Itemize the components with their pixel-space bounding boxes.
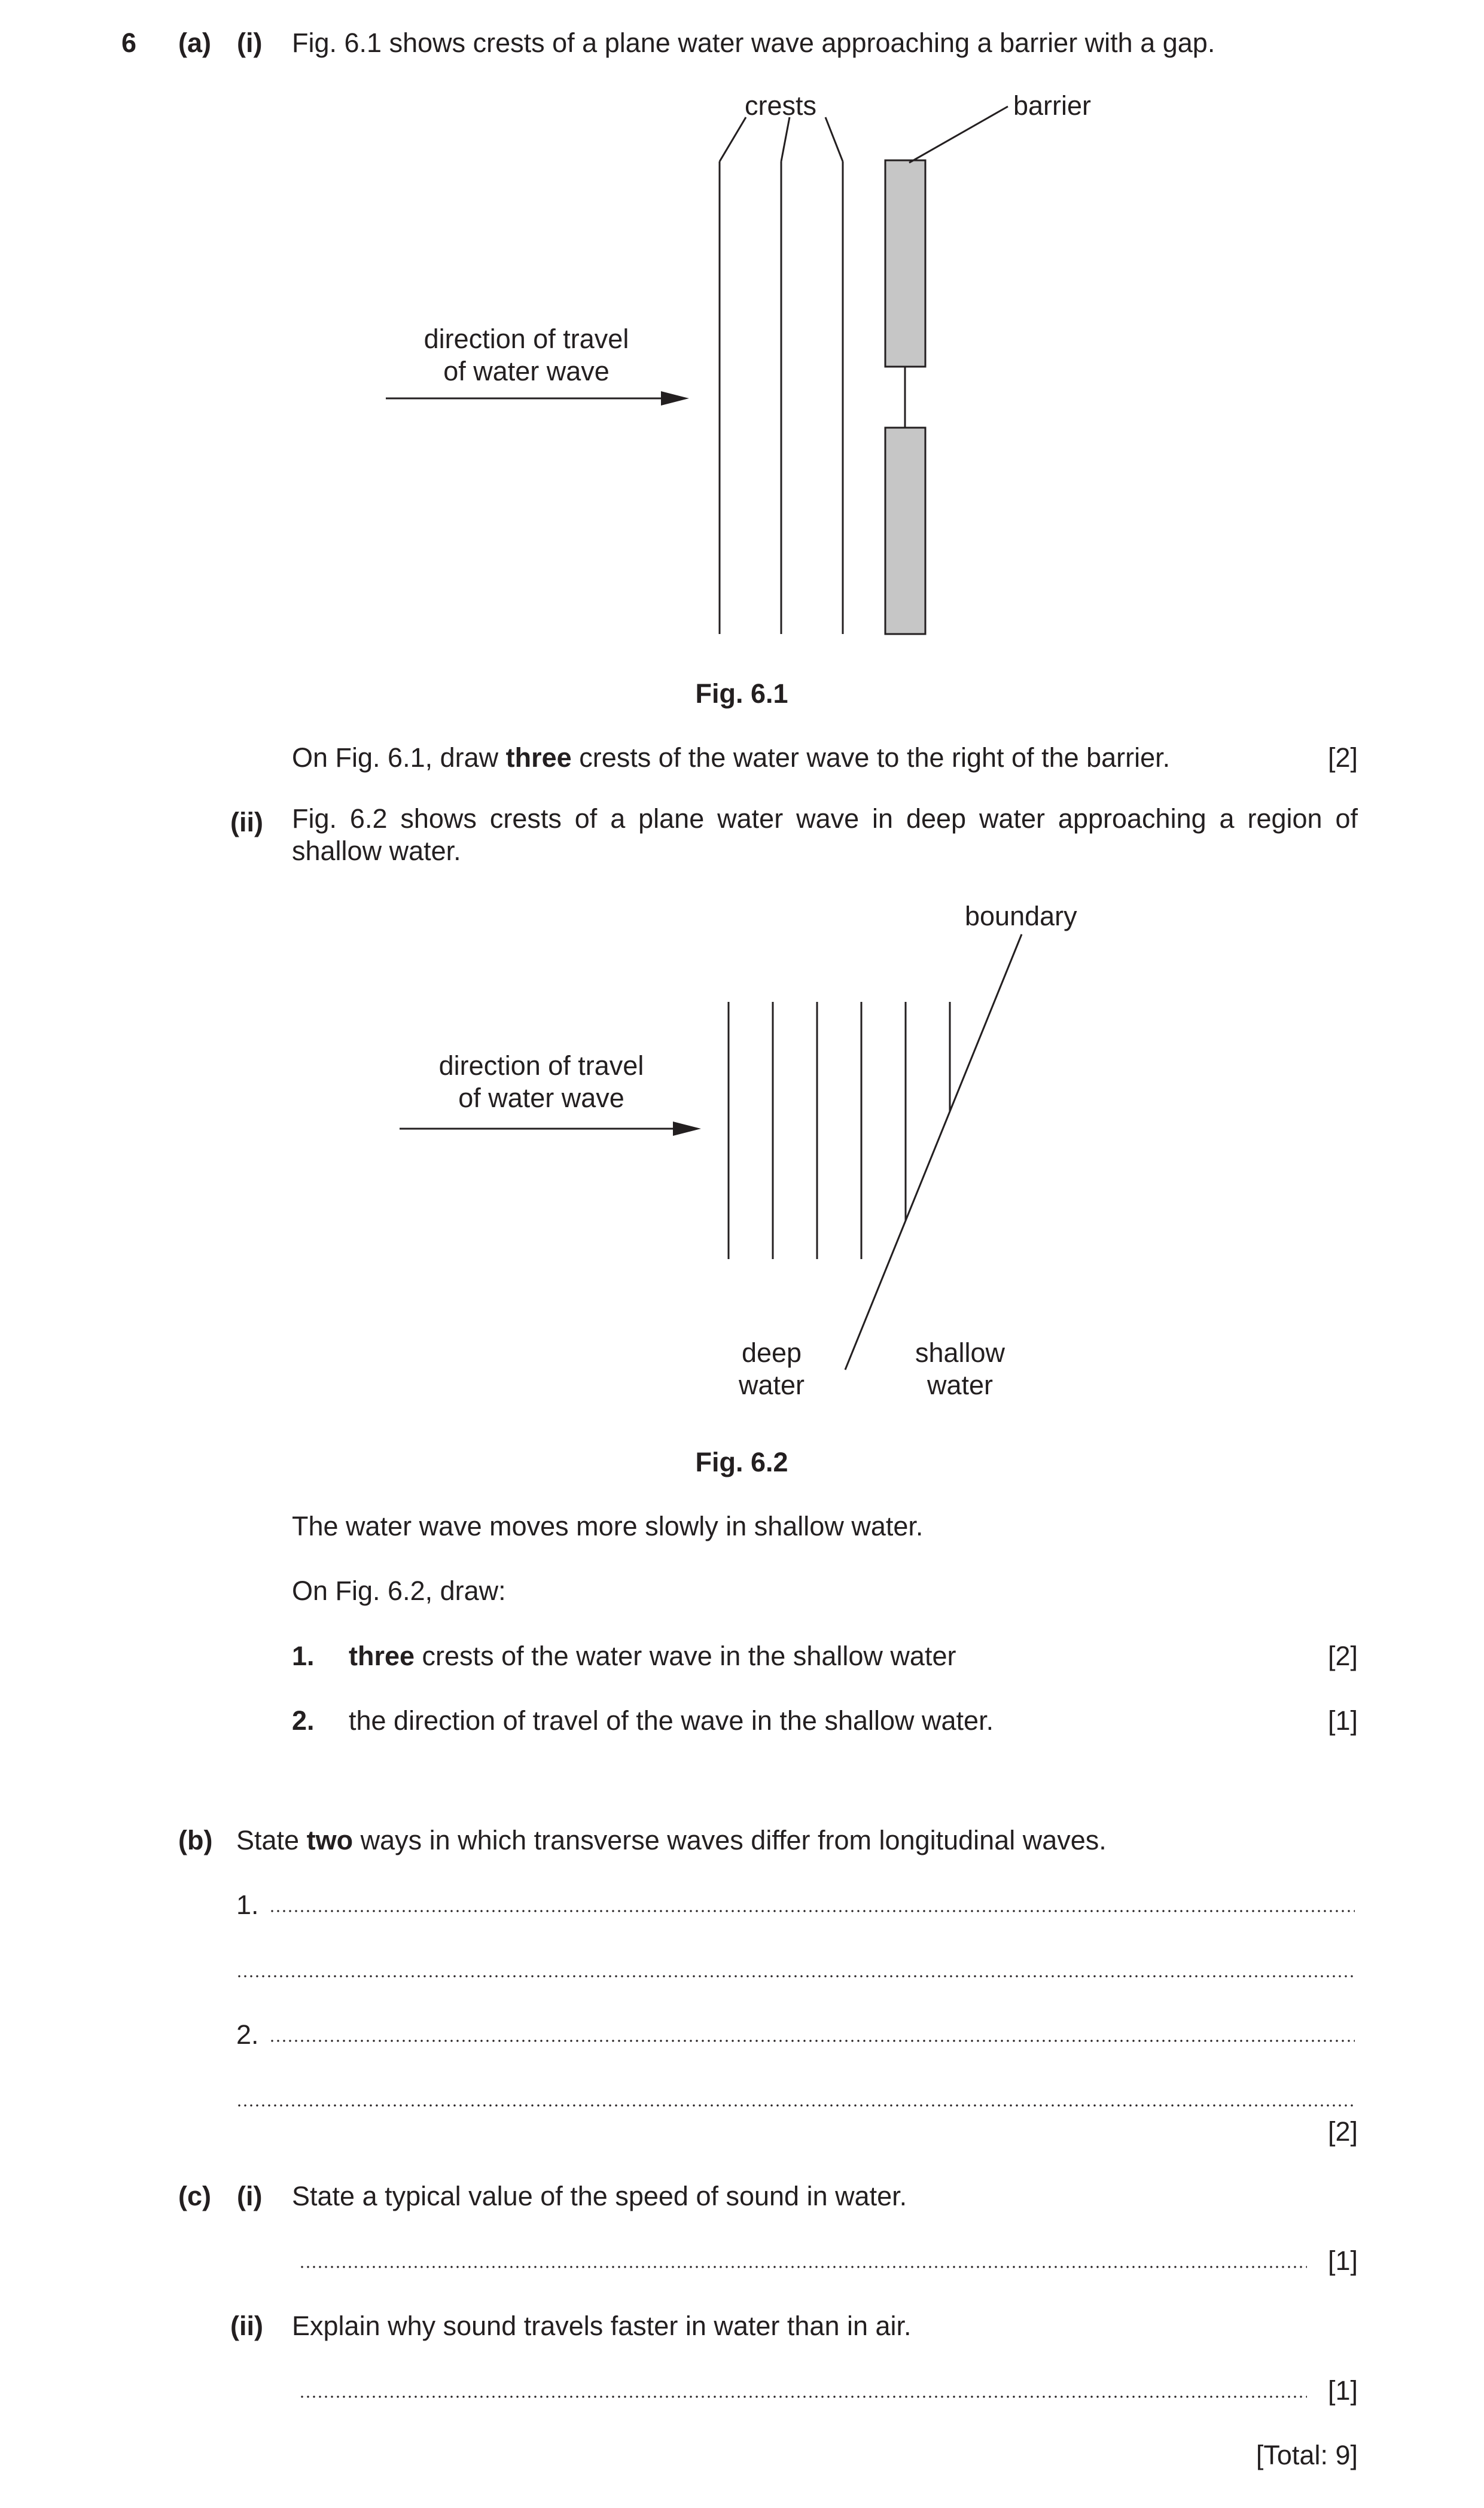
part-c-label: (c) — [178, 2181, 211, 2211]
label-deep-water — [682, 1337, 861, 1401]
part-c-ii-answer-line[interactable] — [299, 2396, 1307, 2398]
item-1-number: 1. — [292, 1641, 315, 1671]
part-b-answer-2-label: 2. — [236, 2019, 259, 2050]
question-number: 6 — [121, 28, 137, 58]
part-b-question — [236, 1824, 1107, 1857]
item-1-rest: crests of the water wave in the shallow water — [415, 1641, 956, 1671]
part-a-ii-label: (ii) — [230, 807, 263, 837]
fig2-direction-arrowhead — [673, 1122, 701, 1136]
part-b-text-pre: State — [236, 1825, 307, 1855]
label-shallow-water — [870, 1337, 1050, 1401]
part-b-answer-1-line-2[interactable] — [236, 1975, 1355, 1977]
item-1-text — [349, 1640, 956, 1672]
part-c-i-question: State a typical value of the speed of sound in water. — [292, 2181, 907, 2211]
item-1-marks: [2] — [1327, 1641, 1358, 1671]
part-a-label: (a) — [178, 28, 211, 58]
shallow-water-line1: shallow — [915, 1337, 1005, 1368]
task-text-post: crests of the water wave to the right of the barrier. — [571, 742, 1171, 773]
item-2-number: 2. — [292, 1705, 315, 1736]
part-b-marks: [2] — [1327, 2116, 1358, 2147]
task-text-bold: three — [505, 742, 572, 773]
shallow-water-line2: water — [927, 1370, 994, 1400]
part-c-ii-marks: [1] — [1327, 2375, 1358, 2406]
part-b-text-bold: two — [306, 1825, 354, 1855]
fig2-direction-line2: of water wave — [458, 1083, 624, 1113]
part-b-answer-2-line-1[interactable] — [269, 2040, 1355, 2042]
fig1-direction-line1: direction of travel — [423, 324, 629, 354]
part-a-ii-intro: Fig. 6.2 shows crests of a plane water wave in deep water approaching a region of shallow water. — [292, 803, 1358, 866]
deep-water-line2: water — [738, 1370, 805, 1400]
task-text-pre: On Fig. 6.1, draw — [292, 742, 506, 773]
part-a-i-label: (i) — [237, 28, 263, 58]
part-a-i-marks: [2] — [1327, 742, 1358, 773]
part-c-i-marks: [1] — [1327, 2245, 1358, 2276]
part-b-answer-1-label: 1. — [236, 1890, 259, 1920]
part-b-text-post: ways in which transverse waves differ from longitudinal waves. — [353, 1825, 1107, 1855]
fig1-caption: Fig. 6.1 — [695, 678, 788, 709]
label-crests: crests — [745, 90, 817, 121]
fig2-caption: Fig. 6.2 — [695, 1447, 788, 1477]
total-marks: [Total: 9] — [1256, 2440, 1358, 2470]
label-boundary: boundary — [965, 901, 1077, 931]
part-a-i-intro: Fig. 6.1 shows crests of a plane water wave approaching a barrier with a gap. — [292, 28, 1215, 58]
item-2-text: the direction of travel of the wave in the shallow water. — [349, 1705, 994, 1736]
item-2-marks: [1] — [1327, 1705, 1358, 1736]
part-a-ii-instruction: On Fig. 6.2, draw: — [292, 1576, 506, 1606]
part-c-i-label: (i) — [237, 2181, 263, 2211]
part-a-ii-statement: The water wave moves more slowly in shallow water. — [292, 1511, 924, 1541]
part-b-answer-1-line-1[interactable] — [269, 1910, 1355, 1912]
part-c-i-answer-line[interactable] — [299, 2266, 1307, 2268]
label-barrier: barrier — [1013, 90, 1092, 121]
part-c-ii-question: Explain why sound travels faster in water than in air. — [292, 2311, 912, 2341]
fig2-boundary-line — [845, 934, 1022, 1370]
fig2-direction-line1: direction of travel — [438, 1050, 644, 1081]
part-c-ii-label: (ii) — [230, 2311, 263, 2341]
item-1-bold: three — [349, 1641, 415, 1671]
fig1-direction-line2: of water wave — [443, 356, 610, 386]
part-b-answer-2-line-2[interactable] — [236, 2104, 1355, 2107]
deep-water-line1: deep — [741, 1337, 802, 1368]
part-b-label: (b) — [178, 1825, 213, 1855]
